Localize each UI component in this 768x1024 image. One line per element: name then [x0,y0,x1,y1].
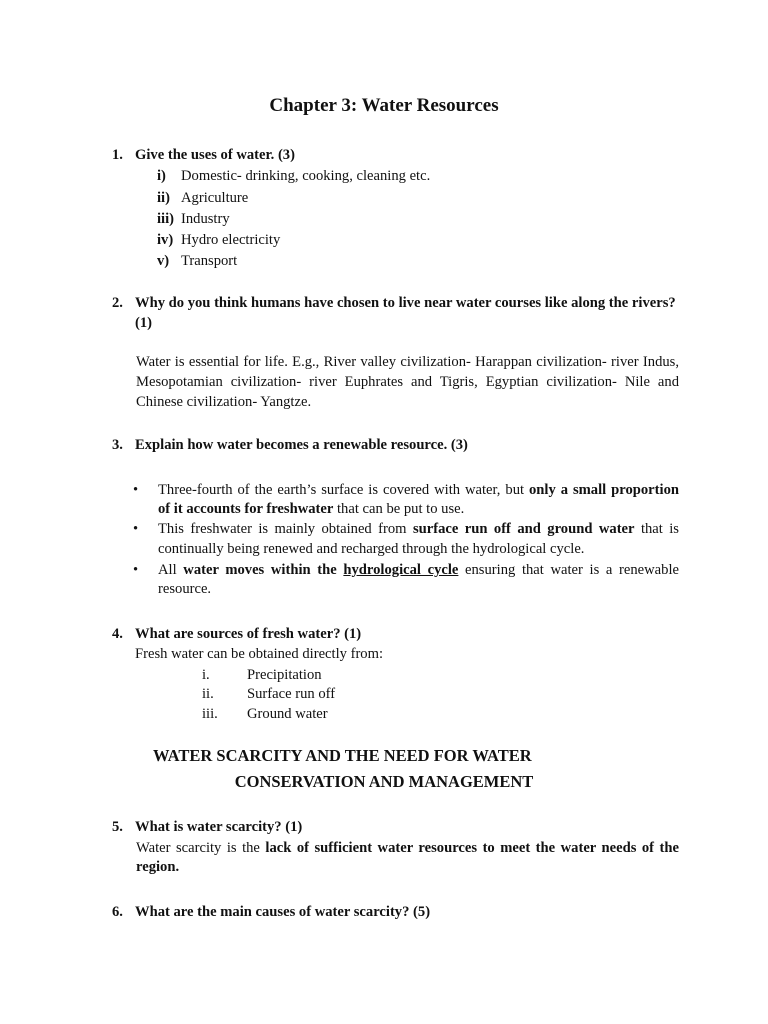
list-marker: iii) [157,211,175,227]
answer-5-line-2: region. [136,859,180,875]
list-marker: iv) [157,232,174,248]
bullet-icon: • [133,562,139,578]
question-3-number: 3. [112,437,123,453]
answer-2-line-1: Water is essential for life. E.g., River valley civilization- Harappan civilization- river Indus, [136,354,679,370]
list-marker: v) [157,253,170,269]
list-marker: i) [157,168,166,184]
answer-4-intro: Fresh water can be obtained directly from: [135,646,384,662]
answer-2-line-3: Chinese civilization- Yangtze. [136,394,312,410]
question-1-number: 1. [112,147,123,163]
list-marker: i. [202,667,210,683]
question-6-number: 6. [112,904,123,920]
page-title: Chapter 3: Water Resources [269,95,499,116]
answer-5-line-1: Water scarcity is the lack of sufficient water resources to meet the water needs of the [136,840,679,856]
bullet-icon: • [133,482,139,498]
question-2-text-cont: (1) [135,315,153,331]
section-heading-line-1: WATER SCARCITY AND THE NEED FOR WATER [153,746,532,765]
list-item: Surface run off [247,686,336,702]
question-3-text: Explain how water becomes a renewable resource. (3) [135,437,468,453]
question-2-number: 2. [112,295,123,311]
question-5-text: What is water scarcity? (1) [135,819,303,835]
question-6-text: What are the main causes of water scarcity? (5) [135,904,431,920]
bullet-2-line-1: This freshwater is mainly obtained from surface run off and ground water that is [158,521,679,537]
list-marker: iii. [202,706,218,722]
list-item: Precipitation [247,667,322,683]
list-item: Transport [181,253,238,269]
bullet-1-line-2: of it accounts for freshwater that can be put to use. [158,501,465,517]
answer-2-line-2: Mesopotamian civilization- river Euphrates and Tigris, Egyptian civilization- Nile and [136,374,679,390]
bullet-1-line-1: Three-fourth of the earth’s surface is covered with water, but only a small proportion [158,482,679,498]
list-item: Agriculture [181,190,249,206]
list-marker: ii. [202,686,214,702]
list-item: Industry [181,211,230,227]
section-heading-line-2: CONSERVATION AND MANAGEMENT [234,772,534,791]
list-item: Ground water [247,706,328,722]
question-2-text: Why do you think humans have chosen to live near water courses like along the rivers? [135,295,676,311]
question-4-number: 4. [112,626,123,642]
bullet-3-line-2: resource. [158,581,212,597]
list-marker: ii) [157,190,170,206]
bullet-2-line-2: continually being renewed and recharged through the hydrological cycle. [158,541,585,557]
list-item: Domestic- drinking, cooking, cleaning etc. [181,168,431,184]
bullet-icon: • [133,521,139,537]
question-5-number: 5. [112,819,123,835]
question-4-text: What are sources of fresh water? (1) [135,626,362,642]
list-item: Hydro electricity [181,232,281,248]
bullet-3-line-1: All water moves within the hydrological cycle ensuring that water is a renewable [158,562,679,578]
question-1-text: Give the uses of water. (3) [135,147,295,163]
